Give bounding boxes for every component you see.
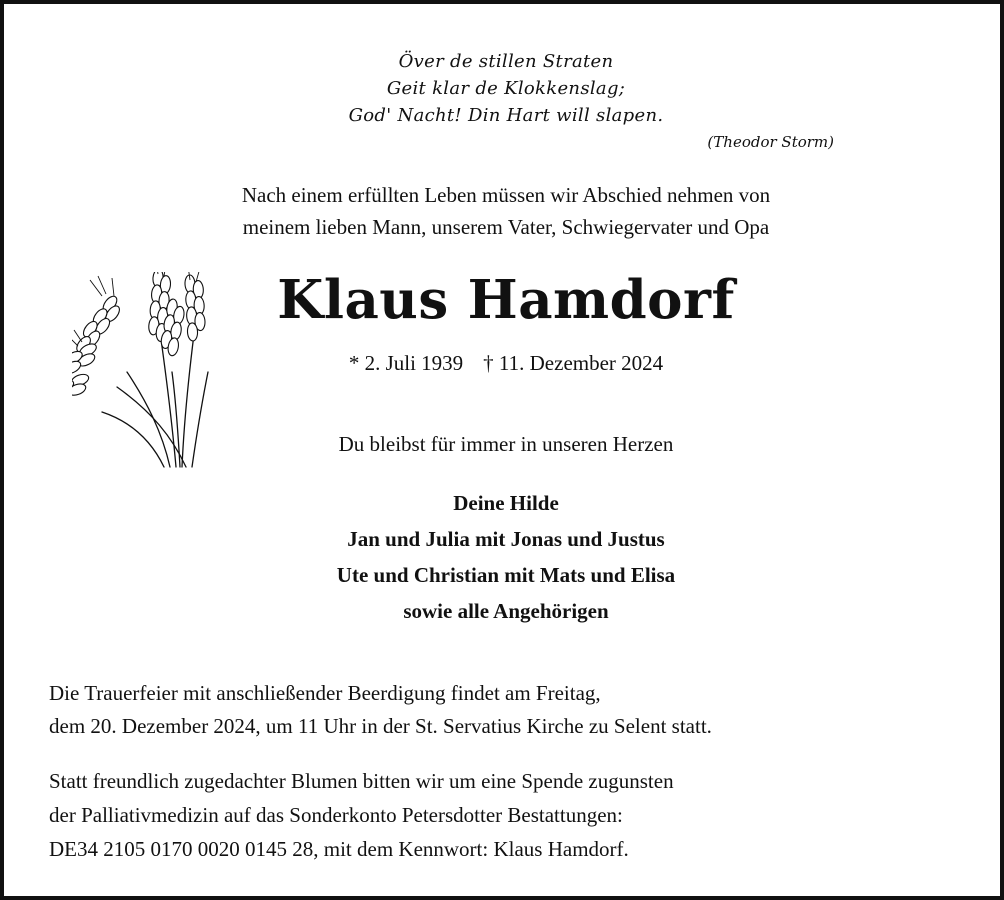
poem-author: (Theodor Storm) — [707, 133, 834, 151]
mourners-list — [4, 485, 1004, 629]
mourner-line: sowie alle Angehörigen — [403, 599, 609, 623]
donation-line: der Palliativmedizin auf das Sonderkonto Petersdotter Bestattungen: — [49, 803, 623, 827]
poem-line: Geit klar de Klokkenslag; — [386, 78, 626, 99]
donation-notice — [49, 764, 979, 866]
donation-line: DE34 2105 0170 0020 0145 28, mit dem Kennwort: Klaus Hamdorf. — [49, 837, 629, 861]
life-dates — [4, 348, 1004, 378]
intro-text — [4, 179, 1004, 243]
memorial-quote: Du bleibst für immer in unseren Herzen — [338, 432, 674, 456]
poem-line: Över de stillen Straten — [398, 51, 614, 72]
funeral-notice-line: Die Trauerfeier mit anschließender Beerdigung findet am Freitag, — [49, 681, 601, 705]
poem-line: God' Nacht! Din Hart will slapen. — [348, 105, 664, 126]
birth-date: * 2. Juli 1939 — [348, 351, 464, 375]
poem — [4, 48, 1004, 129]
death-date: † 11. Dezember 2024 — [483, 351, 664, 375]
mourner-line: Deine Hilde — [453, 491, 559, 515]
mourner-line: Ute und Christian mit Mats und Elisa — [336, 563, 676, 587]
deceased-name: Klaus Hamdorf — [277, 269, 735, 331]
funeral-notice-line: dem 20. Dezember 2024, um 11 Uhr in der St. Servatius Kirche zu Selent statt. — [49, 714, 712, 738]
intro-line: meinem lieben Mann, unserem Vater, Schwiegervater und Opa — [242, 215, 770, 239]
intro-line: Nach einem erfüllten Leben müssen wir Abschied nehmen von — [241, 183, 771, 207]
donation-line: Statt freundlich zugedachter Blumen bitten wir um eine Spende zugunsten — [49, 769, 674, 793]
mourner-line: Jan und Julia mit Jonas und Justus — [347, 527, 665, 551]
funeral-notice — [49, 677, 979, 743]
